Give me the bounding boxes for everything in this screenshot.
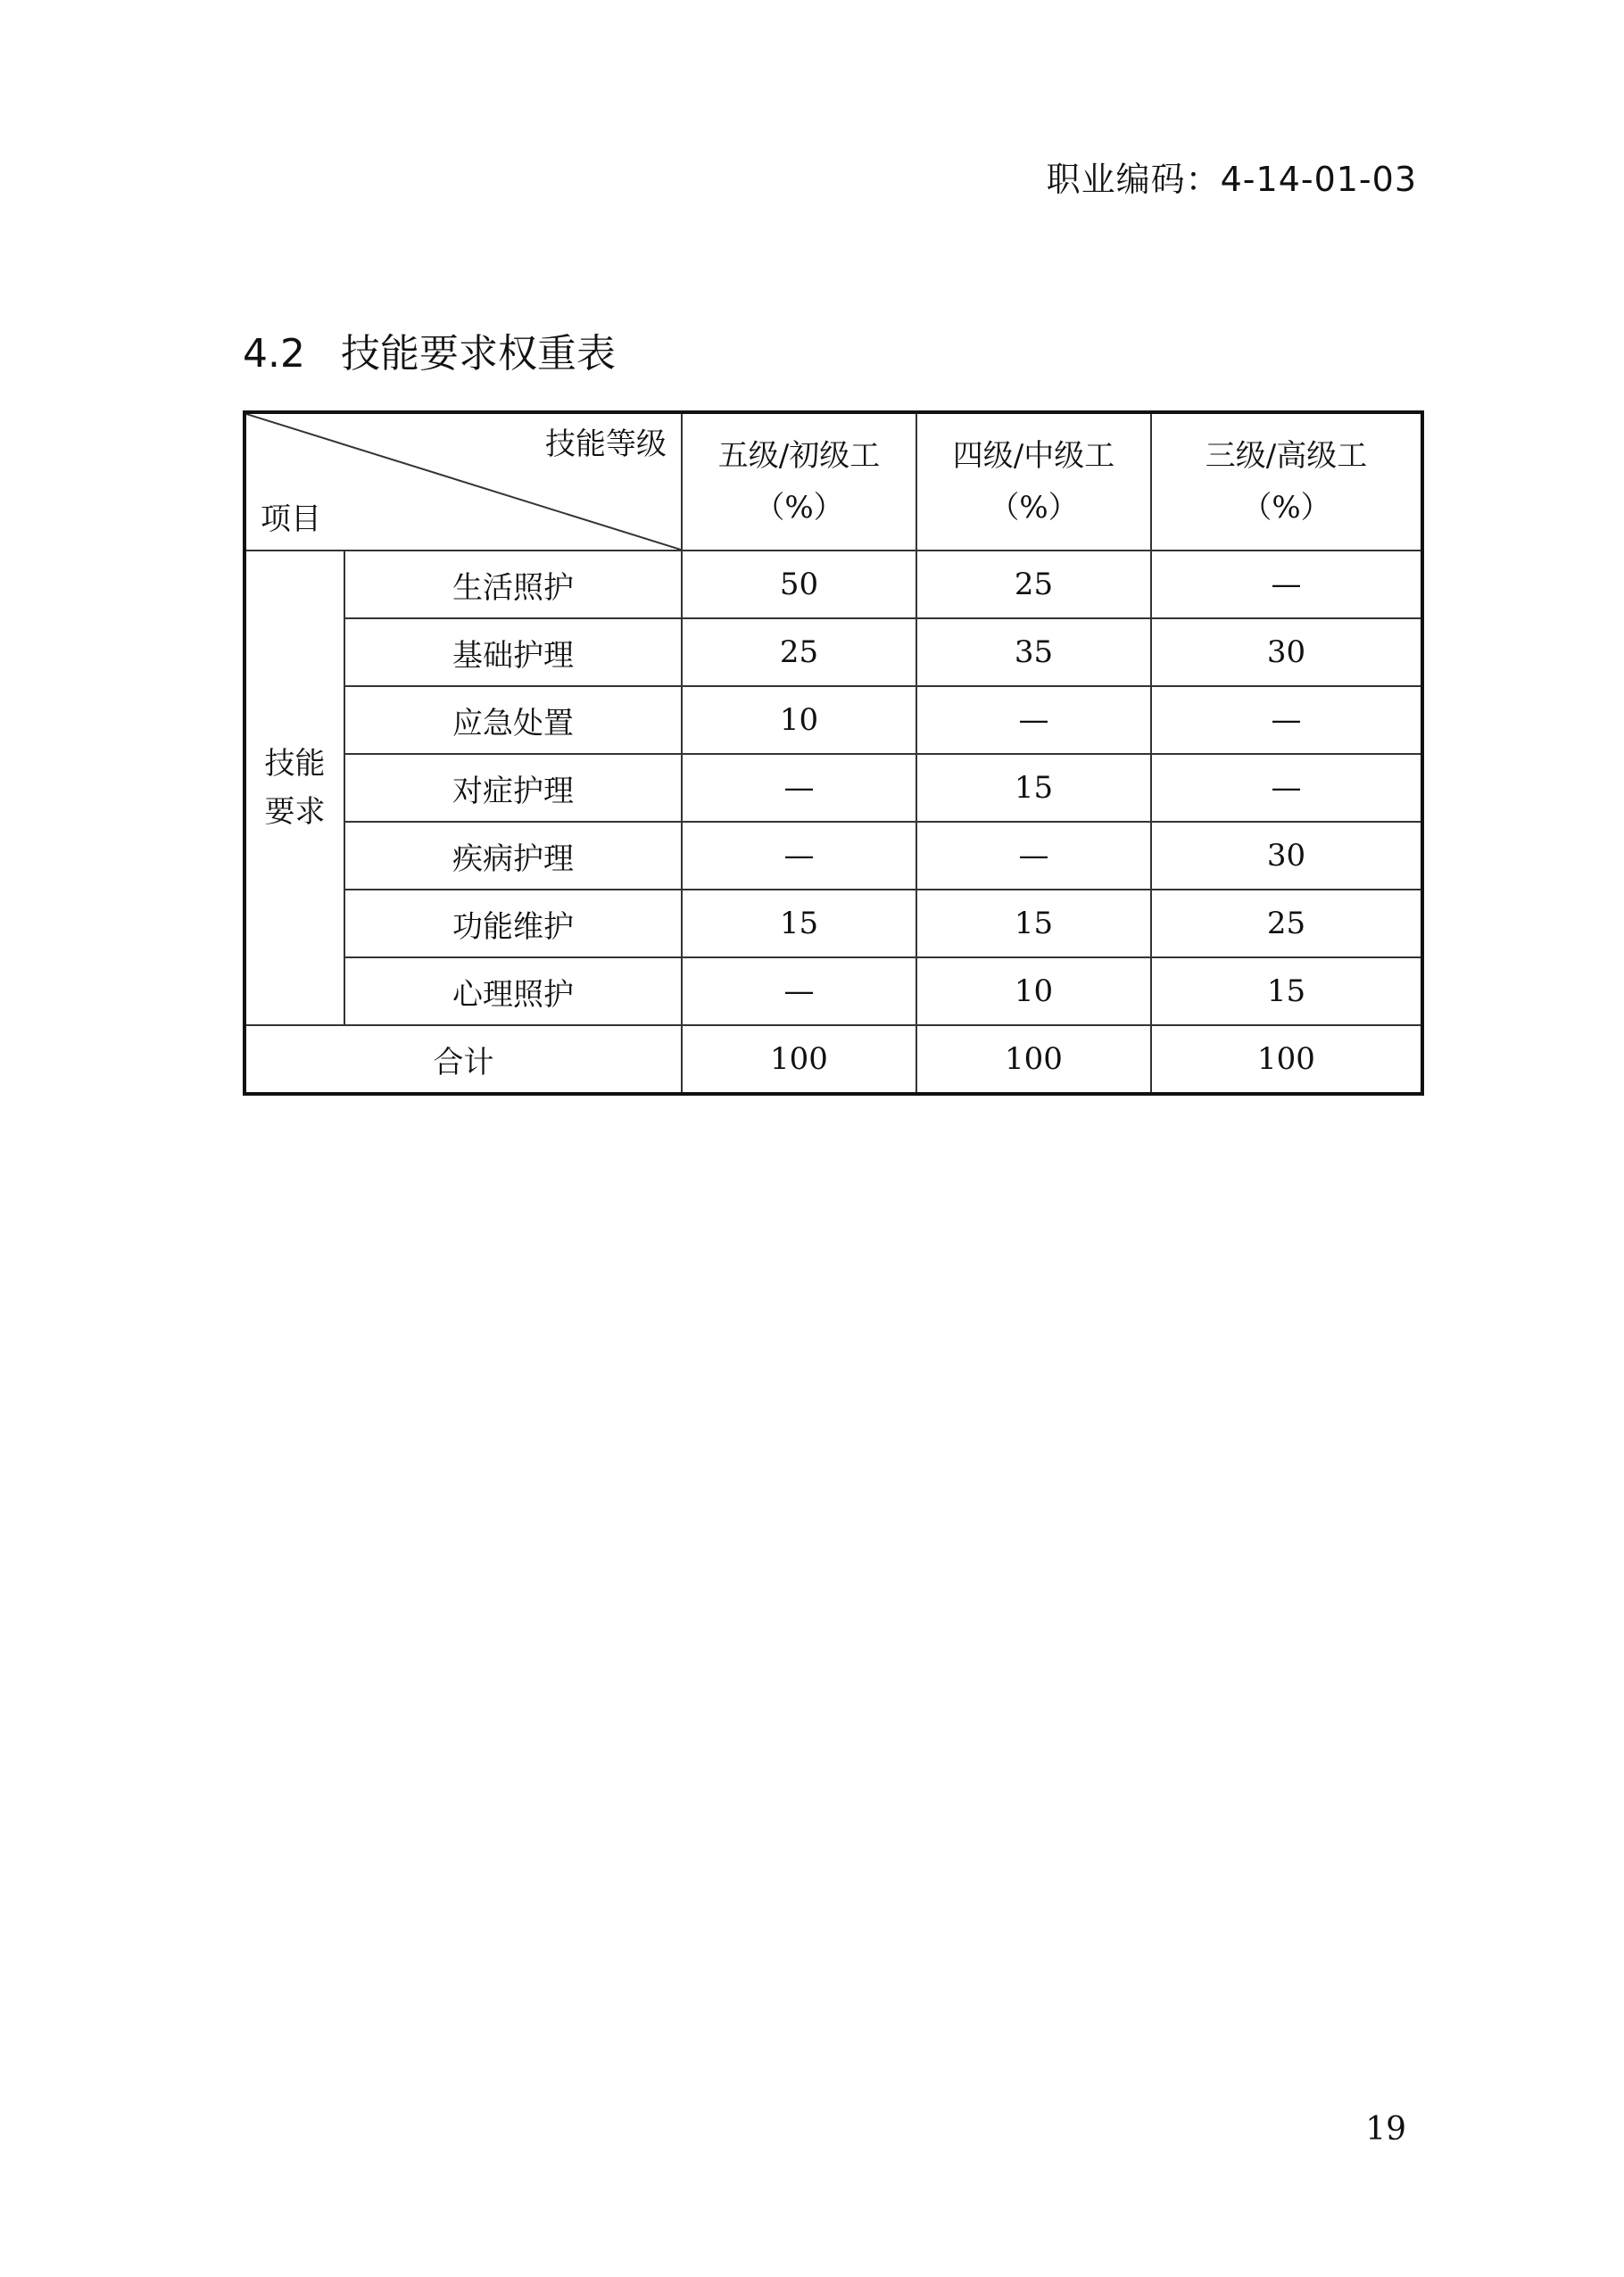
table-row bbox=[244, 754, 1422, 822]
table-cell: 35 bbox=[916, 618, 1151, 686]
table-header-row bbox=[244, 412, 1422, 551]
occupation-code: 职业编码：4-14-01-03 bbox=[1046, 160, 1417, 199]
row-item-label: 应急处置 bbox=[344, 686, 682, 754]
column-header-level4 bbox=[916, 412, 1151, 551]
table-row bbox=[244, 957, 1422, 1025]
table-cell: 25 bbox=[682, 618, 916, 686]
row-item-label: 基础护理 bbox=[344, 618, 682, 686]
column-unit: （%） bbox=[1241, 490, 1331, 526]
table-row bbox=[244, 890, 1422, 957]
table-cell: 15 bbox=[1151, 957, 1422, 1025]
table-cell: 30 bbox=[1151, 822, 1422, 890]
table-row bbox=[244, 686, 1422, 754]
group-label-line: 技能 bbox=[264, 746, 326, 782]
group-label-line: 要求 bbox=[264, 794, 326, 830]
row-item-label: 功能维护 bbox=[344, 890, 682, 957]
row-item-label: 对症护理 bbox=[344, 754, 682, 822]
table-cell: — bbox=[1151, 551, 1422, 618]
table-cell: — bbox=[1151, 686, 1422, 754]
table-cell: — bbox=[682, 754, 916, 822]
row-item-label: 疾病护理 bbox=[344, 822, 682, 890]
section-heading bbox=[243, 321, 616, 378]
total-cell: 100 bbox=[682, 1025, 916, 1094]
skill-requirements-group-label bbox=[244, 551, 344, 1025]
total-row bbox=[244, 1025, 1422, 1094]
table-cell: — bbox=[1151, 754, 1422, 822]
column-header-level5 bbox=[682, 412, 916, 551]
total-cell: 100 bbox=[1151, 1025, 1422, 1094]
skill-level-label: 技能等级 bbox=[545, 426, 667, 462]
section-number: 4.2 bbox=[243, 331, 305, 377]
table-cell: 25 bbox=[1151, 890, 1422, 957]
table-cell: 10 bbox=[916, 957, 1151, 1025]
table-row bbox=[244, 551, 1422, 618]
table-cell: 15 bbox=[916, 754, 1151, 822]
table-cell: 50 bbox=[682, 551, 916, 618]
table-cell: 25 bbox=[916, 551, 1151, 618]
column-name: 五级/初级工 bbox=[717, 438, 881, 474]
skill-weight-table bbox=[243, 410, 1424, 1096]
page-number: 19 bbox=[1365, 2111, 1406, 2148]
table-row bbox=[244, 822, 1422, 890]
row-item-label: 心理照护 bbox=[344, 957, 682, 1025]
section-title: 技能要求权重表 bbox=[340, 331, 616, 377]
table-cell: 10 bbox=[682, 686, 916, 754]
total-label: 合计 bbox=[244, 1025, 682, 1094]
column-name: 四级/中级工 bbox=[952, 438, 1115, 474]
table-cell: — bbox=[682, 822, 916, 890]
table-cell: — bbox=[916, 686, 1151, 754]
column-unit: （%） bbox=[989, 490, 1079, 526]
diagonal-header-cell bbox=[244, 412, 682, 551]
column-header-level3 bbox=[1151, 412, 1422, 551]
table-cell: 15 bbox=[682, 890, 916, 957]
row-item-label: 生活照护 bbox=[344, 551, 682, 618]
table-cell: — bbox=[916, 822, 1151, 890]
table-cell: — bbox=[682, 957, 916, 1025]
table-cell: 30 bbox=[1151, 618, 1422, 686]
item-label: 项目 bbox=[261, 501, 321, 537]
total-cell: 100 bbox=[916, 1025, 1151, 1094]
column-unit: （%） bbox=[754, 490, 844, 526]
column-name: 三级/高级工 bbox=[1205, 438, 1368, 474]
table-row bbox=[244, 618, 1422, 686]
table-cell: 15 bbox=[916, 890, 1151, 957]
